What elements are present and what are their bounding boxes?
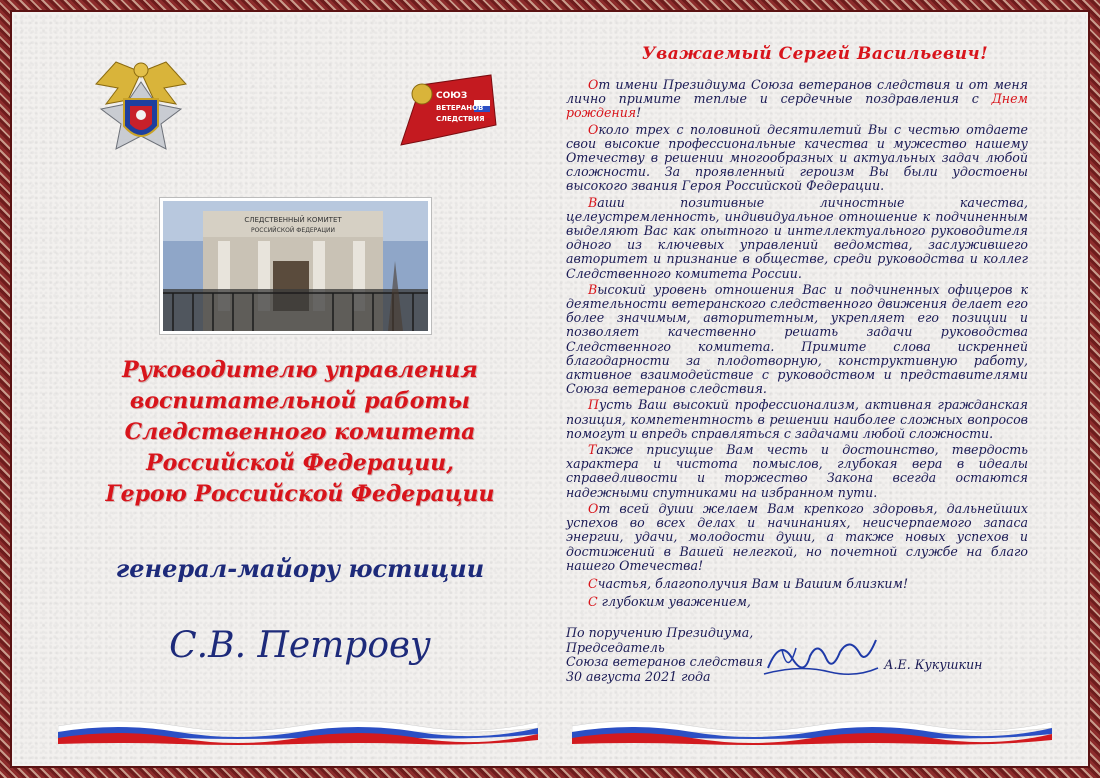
drop-cap: В <box>588 194 598 210</box>
building-sign-line-1: СЛЕДСТВЕННЫЙ КОМИТЕТ <box>244 216 342 224</box>
paragraph-text: частья, благополучия Вам и Вашим близким! <box>597 575 909 591</box>
sign-line: По поручению Президиума, <box>566 625 754 640</box>
drop-cap: П <box>588 397 599 413</box>
veterans-union-badge-icon <box>396 70 506 150</box>
badge-text-3: СЛЕДСТВИЯ <box>436 115 485 123</box>
signature-block <box>566 626 766 684</box>
handwritten-signature <box>760 628 880 684</box>
paragraph-text: акже присущие Вам честь и достоинство, твердость характера и чистота помыслов, глубокая вера в идеалы справедливости и торжество Закона всегда остаются надежными спутниками на избранном пути. <box>566 442 1028 500</box>
letter-paragraph <box>566 502 1028 573</box>
letter-paragraph <box>566 398 1028 441</box>
badge-text-1: СОЮЗ <box>436 91 468 101</box>
drop-cap: Т <box>588 442 597 458</box>
letter-paragraph <box>566 196 1028 281</box>
paragraph-text: коло трех с половиной десятилетий Вы с честью отдаете свои высокие профессиональные качества и мужество нашему Отечеству в решении многообразных и актуальных задач любой сложности. За проявленный героизм Вы были удостоены высокого звания Героя Российской Федерации. <box>566 121 1028 194</box>
letter-paragraph <box>566 595 1028 609</box>
paragraph-text: усть Ваш высокий профессионализм, активная гражданская позиция, компетентность в решении наиболее сложных вопросов помогут и впредь справляться с задачами любой сложности. <box>566 397 1028 441</box>
greeting: Уважаемый Сергей Васильевич! <box>641 44 989 64</box>
tricolor-ribbon-left <box>58 712 538 746</box>
letter-paragraph <box>566 577 1028 591</box>
recipient-title-line: Следственного комитета <box>124 419 476 445</box>
building-sign-line-2: РОССИЙСКОЙ ФЕДЕРАЦИИ <box>250 227 336 234</box>
paragraph-tail: ! <box>636 105 642 121</box>
investigative-committee-emblem-icon <box>86 54 196 169</box>
sign-line: Председатель <box>566 639 665 655</box>
letter-paragraph <box>566 78 1028 121</box>
tricolor-ribbon-right <box>572 712 1052 746</box>
drop-cap: В <box>588 281 598 297</box>
badge-text-2: ВЕТЕРАНОВ <box>436 104 484 112</box>
paragraph-text: аши позитивные личностные качества, целеустремленность, индивидуальное отношение к подчиненным выделяют Вас как опытного и интеллектуального руководителя одного из ключевых управлений ведомства, заслужившего авторитет и признание в обществе, среди руководства и коллег Следственного комитета России. <box>566 194 1028 281</box>
highlight-text: Днем рождения <box>566 91 1028 121</box>
drop-cap: С <box>588 594 598 610</box>
recipient-title-line: Герою Российской Федерации <box>105 481 495 507</box>
recipient-title-line: Руководителю управления <box>122 357 478 383</box>
paragraph-text: глубоким уважением, <box>597 594 751 610</box>
sign-line: Союза ветеранов следствия <box>566 654 763 669</box>
recipient-name: С.В. Петрову <box>169 625 431 666</box>
recipient-title-line: Российской Федерации, <box>146 450 454 476</box>
sign-line: 30 августа 2021 года <box>566 668 711 684</box>
signer-name: А.Е. Кукушкин <box>884 657 983 672</box>
recipient-title <box>100 355 500 510</box>
recipient-title-line: воспитательной работы <box>129 388 471 414</box>
paragraph-text: ысокий уровень отношения Вас и подчиненных офицеров к деятельности ветеранского следственного движения делает его более значимым, авторитетным, укрепляет его позиции и позволяет качественно решать задачи руководства Следственного комитета. Примите слова искренней благодарности за плодотворную, конструктивную работу, активное взаимодействие с руководством и представителями Союза ветеранов следствия. <box>566 281 1028 397</box>
paragraph-text: т имени Президиума Союза ветеранов следствия и от меня лично примите теплые и сердечные поздравления с <box>566 77 1028 107</box>
letter-body <box>566 78 1028 611</box>
paragraph-text: т всей души желаем Вам крепкого здоровья, дальнейших успехов во всех делах и начинаниях, неисчерпаемого запаса энергии, удачи, молодости души, а также новых успехов и достижений в Вашей нелегкой, но почетной службе на благо нашего Отечества! <box>566 500 1028 573</box>
letter-paragraph <box>566 283 1028 397</box>
drop-cap: О <box>588 121 599 137</box>
recipient-rank: генерал-майору юстиции <box>115 554 485 583</box>
drop-cap: О <box>588 500 599 516</box>
drop-cap: О <box>588 77 599 92</box>
letter-paragraph <box>566 443 1028 500</box>
letter-paragraph <box>566 123 1028 194</box>
building-photo <box>160 198 431 334</box>
drop-cap: С <box>588 575 598 591</box>
